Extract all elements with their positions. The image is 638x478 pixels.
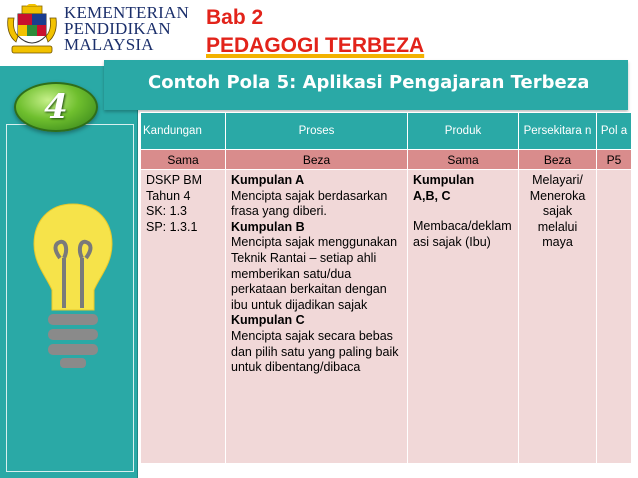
chapter-label: Bab 2 [206,6,264,29]
ministry-line-1: KEMENTERIAN [64,3,189,22]
group-a-heading: Kumpulan A [231,173,305,187]
slide-title-banner [104,60,628,110]
table-row [141,150,632,170]
sub-kandungan: Sama [141,150,226,170]
cell-proses [226,170,408,464]
cell-pola [597,170,632,464]
header-proses: Proses [226,113,408,150]
table-header-row [141,113,632,150]
kandungan-line: SK: 1.3 [146,204,187,219]
header-pola: Pol a [597,113,632,150]
chapter-subject: PEDAGOGI TERBEZA [206,34,425,57]
sub-proses: Beza [226,150,408,170]
table-row [141,170,632,464]
slide-title: Contoh Pola 5: Aplikasi Pengajaran Terbeza [148,72,590,93]
cell-persekitaran: Melayari/ Meneroka sajak melalui maya [519,170,597,464]
produk-activity: Membaca/deklamasi sajak (Ibu) [413,219,512,249]
slide-number: 4 [44,87,68,127]
sub-produk: Sama [408,150,519,170]
group-c-task: Mencipta sajak secara bebas dan pilih satu yang paling baik untuk dibentang/dibaca [231,328,399,375]
light-bulb-icon [30,198,116,378]
group-c-heading: Kumpulan C [231,313,305,328]
ministry-line-2: PENDIDIKAN [64,19,171,38]
group-b-heading: Kumpulan B [231,219,305,234]
sub-pola: P5 [597,150,632,170]
header-persekitaran: Persekitara n [519,113,597,150]
header-produk: Produk [408,113,519,150]
ministry-crest-logo [4,4,60,58]
kandungan-line: Tahun 4 [146,188,191,203]
group-a-task: Mencipta sajak berdasarkan frasa yang diberi. [231,188,388,219]
differentiation-table [140,112,632,464]
header-kandungan: Kandungan [141,113,226,150]
cell-kandungan [141,170,226,464]
ministry-line-3: MALAYSIA [64,35,154,54]
kandungan-line: SP: 1.3.1 [146,219,198,234]
slide-number-badge [14,82,98,132]
cell-produk [408,170,519,464]
sub-persekitaran: Beza [519,150,597,170]
ministry-name [64,5,189,53]
produk-groups: Kumpulan A,B, C [413,173,475,203]
kandungan-line: DSKP BM [146,173,203,187]
group-b-task: Mencipta sajak menggunakan Teknik Rantai – setiap ahli memberikan satu/dua perkataan berkaitan dengan ibu untuk dijadikan sajak [231,235,398,312]
